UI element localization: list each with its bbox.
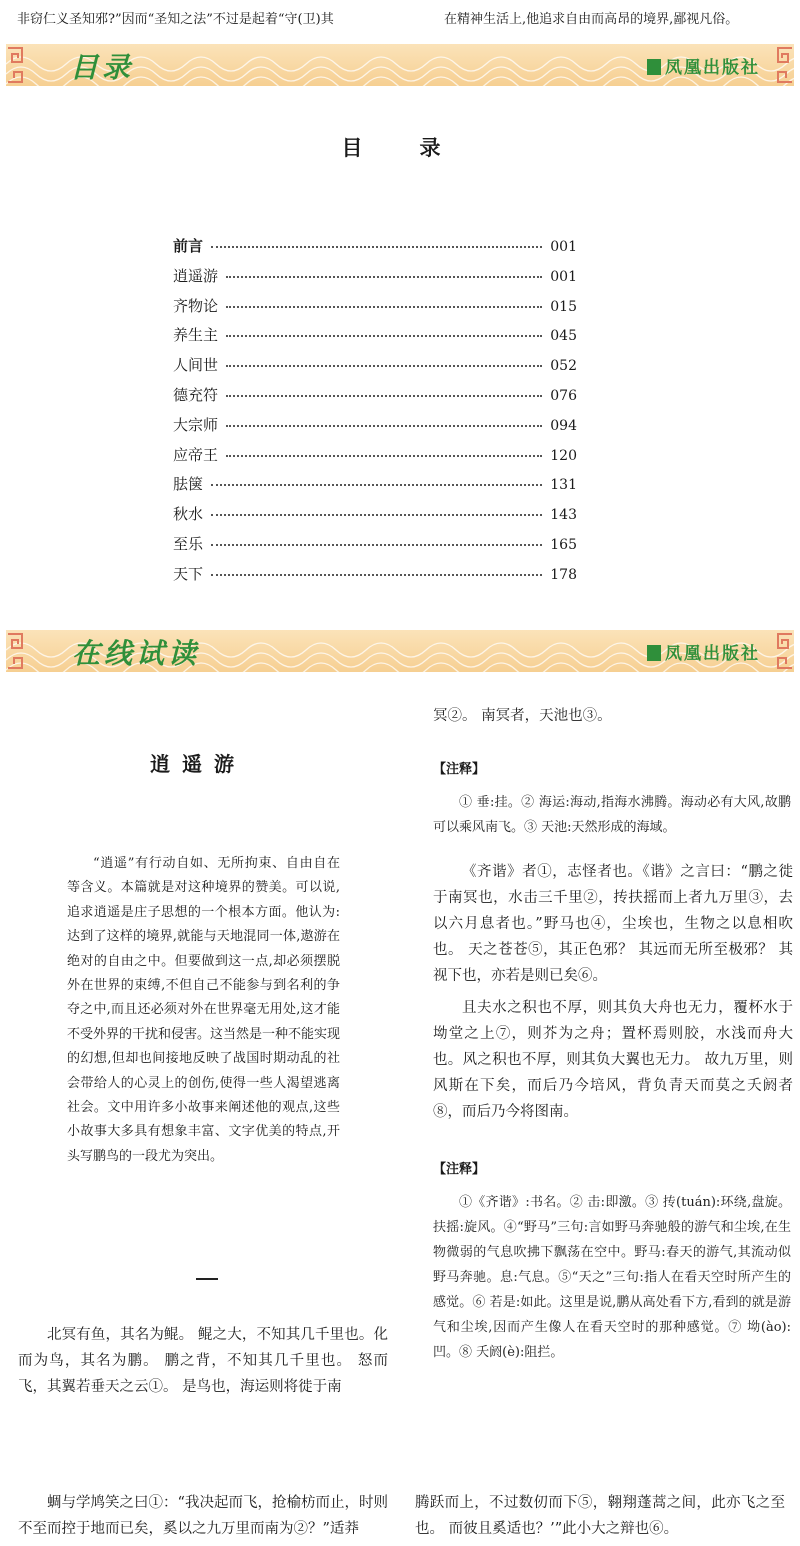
toc-leader-dots bbox=[226, 425, 542, 427]
paragraph-2: 《齐谐》者①，志怪者也。《谐》之言曰：“鹏之徙于南冥也，水击三千里②，抟扶摇而上者九万里③，去以六月息者也。”野马也④，尘埃也，生物之以息相吹也。 天之苍苍⑤，其正色邪？ 其远而无所至极邪？ 其视下也，亦若是则已矣⑥。 bbox=[433, 864, 793, 984]
toc-leader-dots bbox=[211, 484, 542, 486]
toc-item-page: 120 bbox=[550, 447, 577, 464]
toc-item-page: 001 bbox=[550, 239, 577, 255]
toc-banner bbox=[6, 44, 794, 86]
paragraph-4-left: 蜩与学鸠笑之曰①：“我决起而飞，抢榆枋而止，时则不至而控于地而已矣，奚以之九万里而南为②？”适莽 bbox=[18, 1495, 388, 1537]
toc-item-page: 143 bbox=[550, 507, 577, 524]
toc-item-page: 076 bbox=[550, 388, 577, 404]
note-heading: 【注释】 bbox=[433, 1162, 486, 1177]
banner-title: 在线试读 bbox=[72, 637, 201, 670]
publisher-name: 凤凰出版社 bbox=[665, 58, 760, 78]
toc-item-label: 天下 bbox=[173, 564, 204, 583]
read-banner bbox=[6, 630, 794, 672]
publisher-logo bbox=[647, 53, 760, 78]
toc-item-page: 131 bbox=[550, 477, 577, 494]
toc-item[interactable] bbox=[173, 533, 577, 557]
toc-leader-dots bbox=[211, 544, 542, 546]
toc-item-page: 045 bbox=[550, 328, 577, 345]
note-1: ① 垂:挂。② 海运:海动,指海水沸腾。海动必有大风,故鹏可以乘风南飞。③ 天池:天然形成的海域。 bbox=[433, 795, 791, 835]
toc-leader-dots bbox=[211, 514, 542, 516]
chapter-intro: “逍遥”有行动自如、无所拘束、自由自在等含义。本篇就是对这种境界的赞美。可以说,追求逍遥是庄子思想的一个根本方面。他认为:达到了这样的境界,就能与天地混同一体,遨游在绝对的自由之中。但要做到这一点,却必须摆脱外在世界的束缚,不但自己不能参与到名利的争夺之中,而且还必须对外在世界毫无用处,这才能不受外界的干扰和侵害。这当然是一种不能实现的幻想,但却也间接地反映了战国时期动乱的社会带给人的心灵上的创伤,使得一些人渴望逃离社会。文中用许多小故事来阐述他的观点,这些小故事大多具有想象丰富、文字优美的特点,开头写鹏鸟的一段尤为突出。 bbox=[67, 856, 341, 1164]
note-heading: 【注释】 bbox=[433, 762, 486, 777]
toc-leader-dots bbox=[226, 335, 542, 337]
toc-item-page: 094 bbox=[550, 417, 577, 434]
toc-item-page: 001 bbox=[550, 268, 577, 285]
toc-item-label: 养生主 bbox=[173, 326, 219, 345]
toc-item-page: 015 bbox=[550, 298, 577, 315]
toc-item-label: 应帝王 bbox=[173, 445, 219, 464]
toc-item[interactable] bbox=[173, 503, 577, 527]
toc-item[interactable] bbox=[173, 444, 577, 468]
page-fragment-right: 在精神生活上,他追求自由而高昂的境界,鄙视凡俗。 bbox=[444, 12, 739, 27]
publisher-name: 凤凰出版社 bbox=[665, 644, 760, 664]
toc-item-label: 前言 bbox=[173, 237, 204, 255]
toc-leader-dots bbox=[226, 455, 542, 457]
banner-title: 目录 bbox=[70, 51, 135, 84]
toc-leader-dots bbox=[226, 395, 542, 397]
paragraph-1: 北冥有鱼，其名为鲲。 鲲之大，不知其几千里也。化而为鸟，其名为鹏。 鹏之背，不知其几千里也。 怒而飞，其翼若垂天之云①。 是鸟也，海运则将徙于南 bbox=[18, 1327, 388, 1395]
toc-item[interactable] bbox=[173, 414, 577, 438]
chapter-title: 逍遥游 bbox=[150, 752, 246, 776]
toc-item[interactable] bbox=[173, 473, 577, 497]
toc-item-label: 逍遥游 bbox=[173, 266, 219, 285]
toc-leader-dots bbox=[226, 276, 542, 278]
publisher-mark-icon bbox=[647, 645, 661, 661]
note-2: ①《齐谐》:书名。② 击:即激。③ 抟(tuán):环绕,盘旋。扶摇:旋风。④“野马”三句:言如野马奔驰般的游气和尘埃,在生物微弱的气息吹拂下飘荡在空中。野马:春天的游气,其流动似野马奔驰。息:气息。⑤“天之”三句:指人在看天空时所产生的感觉。⑥ 若是:如此。这里是说,鹏从高处看下方,看到的就是游气和尘埃,因而产生像人在看天空时的那种感觉。⑦ 坳(ào):凹。⑧ 夭阏(è):阻拦。 bbox=[433, 1195, 791, 1360]
toc-item[interactable] bbox=[173, 384, 577, 408]
toc-item-label: 至乐 bbox=[173, 535, 204, 553]
paragraph-4-right: 腾跃而上，不过数仞而下⑤，翱翔蓬蒿之间，此亦飞之至也。 而彼且奚适也？’”此小大之辩也⑥。 bbox=[415, 1495, 785, 1537]
publisher-logo bbox=[647, 639, 760, 664]
paragraph-1-continued: 冥②。 南冥者，天池也③。 bbox=[433, 708, 612, 724]
page-fragment-left: 非窃仁义圣知邪?”因而“圣知之法”不过是起着“守(卫)其 bbox=[17, 12, 334, 27]
toc-heading: 目 录 bbox=[341, 135, 459, 160]
toc-item-label: 德充符 bbox=[173, 386, 219, 404]
toc-item[interactable] bbox=[173, 354, 577, 378]
toc-item-label: 人间世 bbox=[173, 356, 219, 375]
toc-leader-dots bbox=[211, 246, 542, 248]
toc-item-page: 052 bbox=[550, 358, 577, 375]
toc-item[interactable] bbox=[173, 563, 577, 587]
toc-item-page: 165 bbox=[550, 537, 577, 553]
toc-item-label: 胠箧 bbox=[173, 475, 204, 494]
toc-item[interactable] bbox=[173, 295, 577, 319]
toc-item[interactable] bbox=[173, 265, 577, 289]
toc-item-label: 齐物论 bbox=[173, 296, 219, 315]
section-number bbox=[196, 1278, 218, 1280]
toc-leader-dots bbox=[211, 574, 542, 576]
toc-leader-dots bbox=[226, 306, 542, 308]
toc-item-page: 178 bbox=[550, 566, 577, 583]
toc-item-label: 大宗师 bbox=[173, 415, 219, 434]
toc-item[interactable] bbox=[173, 324, 577, 348]
paragraph-3: 且夫水之积也不厚，则其负大舟也无力，覆杯水于坳堂之上⑦，则芥为之舟；置杯焉则胶，水浅而舟大也。风之积也不厚，则其负大翼也无力。 故九万里，则风斯在下矣，而后乃今培风，背负青天而莫之夭阏者⑧，而后乃今将图南。 bbox=[433, 1000, 793, 1120]
toc-item-label: 秋水 bbox=[173, 505, 204, 524]
toc-leader-dots bbox=[226, 365, 542, 367]
toc-item[interactable] bbox=[173, 235, 577, 259]
publisher-mark-icon bbox=[647, 59, 661, 75]
